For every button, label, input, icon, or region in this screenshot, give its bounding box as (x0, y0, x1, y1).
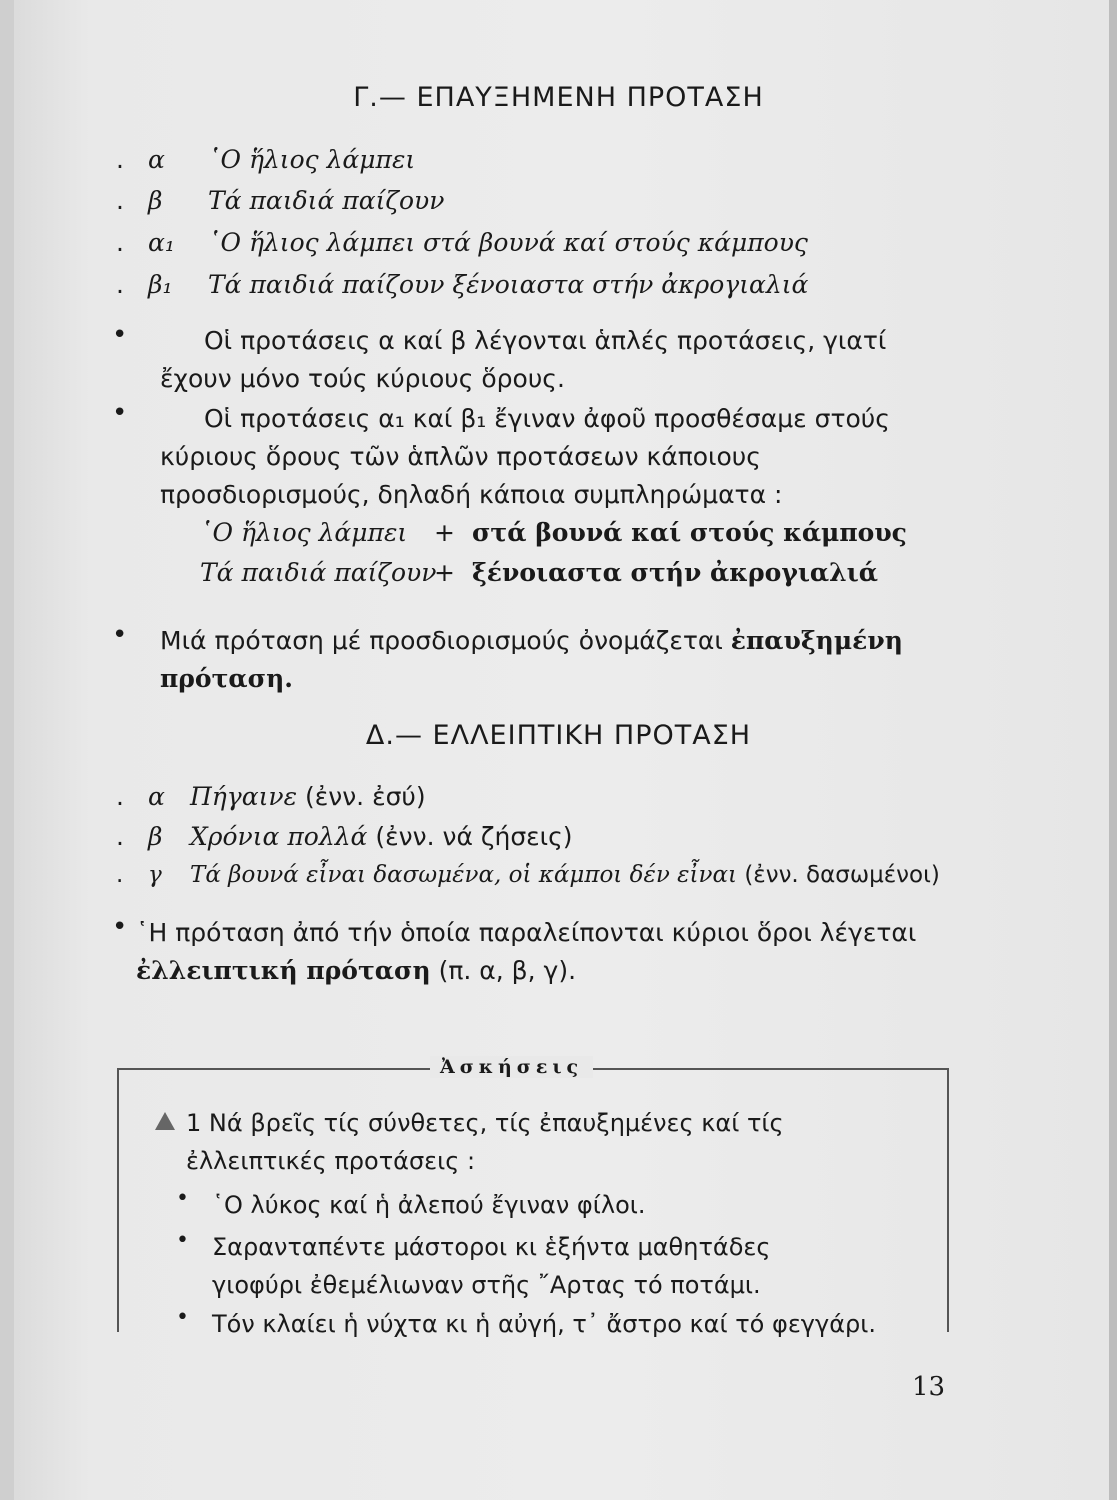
example-label: α (148, 145, 165, 174)
example-label: β (148, 822, 163, 851)
section-g-heading: Γ.— ΕΠΑΥΞΗΜΕΝΗ ΠΡΟΤΑΣΗ (353, 82, 764, 113)
section-d-heading: Δ.— ΕΛΛΕΙΠΤΙΚΗ ΠΡΟΤΑΣΗ (365, 720, 752, 751)
example-label: γ (148, 862, 162, 888)
example-row: . α₁ ῾Ο ἥλιος λάμπει στά βουνά καί στούς κάμπους (116, 228, 808, 257)
example-row: . β Τά παιδιά παίζουν (116, 186, 445, 215)
example-label: α₁ (148, 228, 175, 257)
bullet: • (112, 398, 128, 428)
definition-text: ῾Η πρόταση ἀπό τήν ὁποία παραλείπονται κύριοι ὅροι λέγεται (136, 918, 917, 947)
example-text: Τά παιδιά παίζουν ξένοιαστα στήν ἀκρογιαλιά (208, 270, 809, 299)
page-number: 13 (912, 1372, 946, 1402)
example-note: (ἐνν. δασωμένοι) (744, 862, 940, 888)
bullet: • (176, 1305, 189, 1330)
example-row: . β Χρόνια πολλά (ἐνν. νά ζήσεις) (116, 822, 573, 851)
combination-added: στά βουνά καί στούς κάμπους (472, 518, 907, 547)
definition-text: Μιά πρόταση μέ προσδιορισμούς ὀνομάζεται (160, 626, 723, 655)
paragraph-simple-sentences: Οἱ προτάσεις α καί β λέγονται ἁπλές προτάσεις, γιατί ἔχουν μόνο τούς κύριους ὅρους. (160, 326, 887, 393)
combination-added: ξένοιαστα στήν ἀκρογιαλιά (472, 558, 879, 587)
exercise-item: ῾Ο λύκος καί ἡ ἀλεπού ἔγιναν φίλοι. (212, 1191, 646, 1219)
combination-base: ῾Ο ἥλιος λάμπει (200, 518, 408, 547)
example-note: (ἐνν. νά ζήσεις) (375, 822, 573, 851)
bullet: • (112, 912, 128, 942)
example-label: α (148, 782, 165, 811)
exercises-title: Ἀσκήσεις (430, 1056, 593, 1078)
exercise-prompt (186, 1104, 926, 1180)
example-row: . α Πήγαινε (ἐνν. ἐσύ) (116, 782, 426, 811)
bullet: • (176, 1228, 189, 1253)
example-row: . α ῾Ο ἥλιος λάμπει (116, 145, 416, 174)
definition-augmented (160, 622, 950, 698)
example-row: . β₁ Τά παιδιά παίζουν ξένοιαστα στήν ἀκρογιαλιά (116, 270, 809, 299)
definition-term: ἐπαυξημένη πρόταση. (160, 626, 903, 693)
definition-examples: (π. α, β, γ). (438, 956, 577, 985)
example-label: β₁ (148, 270, 173, 299)
example-row: . γ Τά βουνά εἶναι δασωμένα, οἱ κάμποι δέν εἶναι (ἐνν. δασωμένοι) (116, 862, 940, 888)
example-text: ῾Ο ἥλιος λάμπει στά βουνά καί στούς κάμπους (208, 228, 808, 257)
definition-term: ἐλλειπτική πρόταση (136, 956, 431, 985)
exercise-number: 1 (186, 1109, 202, 1137)
example-text: ῾Ο ἥλιος λάμπει (208, 145, 416, 174)
bullet: • (112, 620, 128, 650)
triangle-icon (155, 1112, 175, 1130)
combination-plus: + (434, 518, 455, 547)
combination-row (200, 518, 907, 547)
definition-elliptical (136, 914, 950, 990)
example-label: β (148, 186, 163, 215)
exercise-item: Σαρανταπέντε μάστοροι κι ἑξήντα μαθητάδες γιοφύρι ἐθεμέλιωναν στῆς ῎Αρτας τό ποτάμι. (212, 1233, 771, 1299)
exercise-item: Τόν κλαίει ἡ νύχτα κι ἡ αὐγή, τ᾽ ἄστρο καί τό φεγγάρι. (212, 1310, 876, 1338)
example-note: (ἐνν. ἐσύ) (304, 782, 426, 811)
bullet: • (112, 320, 128, 350)
example-text: Τά παιδιά παίζουν (208, 186, 445, 215)
combination-base: Τά παιδιά παίζουν (200, 558, 437, 587)
paragraph-augmented-explanation: Οἱ προτάσεις α₁ καί β₁ ἔγιναν ἀφοῦ προσθέσαμε στούς κύριους ὅρους τῶν ἁπλῶν προτάσεων κάποιους προσδιορισμούς, δηλαδή κάποια συμπληρώματα : (160, 404, 890, 509)
example-text: Τά βουνά εἶναι δασωμένα, οἱ κάμποι δέν εἶναι (190, 862, 738, 888)
combination-row (200, 558, 879, 587)
example-text: Πήγαινε (190, 782, 298, 811)
example-text: Χρόνια πολλά (190, 822, 368, 851)
bullet: • (176, 1186, 189, 1211)
combination-plus: + (434, 558, 455, 587)
exercise-text: Νά βρεῖς τίς σύνθετες, τίς ἐπαυξημένες καί τίς ἐλλειπτικές προτάσεις : (186, 1109, 784, 1175)
